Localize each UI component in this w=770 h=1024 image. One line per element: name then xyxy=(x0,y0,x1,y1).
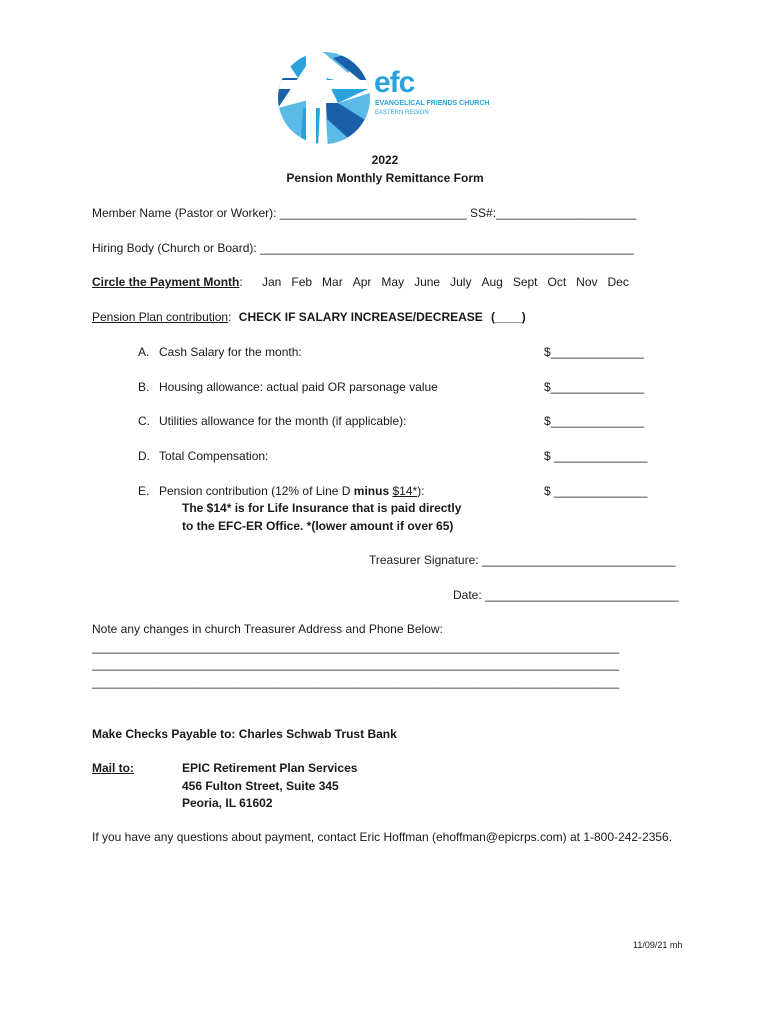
logo-org-name: EVANGELICAL FRIENDS CHURCH xyxy=(375,100,490,107)
logo-region: EASTERN REGION xyxy=(375,110,429,116)
item-e-letter: E. xyxy=(138,484,150,498)
treasurer-signature-line[interactable]: Treasurer Signature: _____________________________ xyxy=(369,553,676,567)
month-july[interactable]: July xyxy=(450,275,472,289)
item-d-amount[interactable]: $ ______________ xyxy=(544,449,648,463)
address-change-line-1[interactable]: _______________________________________________________________________________ xyxy=(92,640,620,654)
item-b-amount[interactable]: $______________ xyxy=(544,380,645,394)
item-e-minus: minus xyxy=(353,484,390,498)
item-a-letter: A. xyxy=(138,345,150,359)
payment-month-row xyxy=(92,275,243,289)
item-e-text-pre: Pension contribution (12% of Line D xyxy=(159,484,354,498)
form-year: 2022 xyxy=(371,153,399,167)
item-e-text xyxy=(159,484,425,498)
address-change-line-2[interactable]: _______________________________________________________________________________ xyxy=(92,657,620,671)
month-nov[interactable]: Nov xyxy=(576,275,598,289)
item-b-text: Housing allowance: actual paid OR parsonage value xyxy=(159,380,438,394)
pension-plan-row xyxy=(92,310,483,324)
payment-month-label: Circle the Payment Month xyxy=(92,275,240,289)
pension-plan-label: Pension Plan contribution xyxy=(92,310,229,324)
month-aug[interactable]: Aug xyxy=(481,275,503,289)
payment-month-colon: : xyxy=(239,275,243,289)
mail-address-line2: 456 Fulton Street, Suite 345 xyxy=(182,779,339,793)
month-oct[interactable]: Oct xyxy=(547,275,567,289)
month-sept[interactable]: Sept xyxy=(512,275,538,289)
item-e-fourteen: $14* xyxy=(392,484,418,498)
month-list xyxy=(262,275,629,289)
efc-logo xyxy=(278,48,518,148)
item-c-amount[interactable]: $______________ xyxy=(544,414,645,428)
item-b-letter: B. xyxy=(138,380,150,394)
item-e-amount[interactable]: $ ______________ xyxy=(544,484,648,498)
insurance-note-line2: to the EFC-ER Office. *(lower amount if over 65) xyxy=(182,519,454,533)
item-a-text: Cash Salary for the month: xyxy=(159,345,302,359)
month-may[interactable]: May xyxy=(381,275,405,289)
hiring-body-line[interactable]: Hiring Body (Church or Board): ________________________________________________________ xyxy=(92,241,634,255)
checks-payable: Make Checks Payable to: Charles Schwab Trust Bank xyxy=(92,727,397,741)
item-e-text-post: ): xyxy=(417,484,425,498)
pension-plan-colon: : xyxy=(228,310,232,324)
mail-address-line1: EPIC Retirement Plan Services xyxy=(182,761,358,775)
month-dec[interactable]: Dec xyxy=(607,275,629,289)
contact-questions: If you have any questions about payment, contact Eric Hoffman (ehoffman@epicrps.com) at 1-800-242-2356. xyxy=(92,830,673,844)
insurance-note-line1: The $14* is for Life Insurance that is paid directly xyxy=(182,501,462,515)
mail-address-line3: Peoria, IL 61602 xyxy=(182,796,273,810)
month-apr[interactable]: Apr xyxy=(352,275,372,289)
address-change-label: Note any changes in church Treasurer Address and Phone Below: xyxy=(92,622,443,636)
mail-to-label: Mail to: xyxy=(92,761,134,775)
date-line[interactable]: Date: _____________________________ xyxy=(453,588,679,602)
item-d-text: Total Compensation: xyxy=(159,449,269,463)
address-change-line-3[interactable]: _______________________________________________________________________________ xyxy=(92,675,620,689)
salary-change-text: CHECK IF SALARY INCREASE/DECREASE xyxy=(238,310,483,324)
item-c-letter: C. xyxy=(138,414,150,428)
month-jan[interactable]: Jan xyxy=(262,275,282,289)
month-june[interactable]: June xyxy=(414,275,441,289)
item-c-text: Utilities allowance for the month (if applicable): xyxy=(159,414,407,428)
footer-revision-code: 11/09/21 mh xyxy=(633,940,683,950)
member-name-ss-line[interactable]: Member Name (Pastor or Worker): ____________________________ SS#:_____________________ xyxy=(92,206,637,220)
form-title: Pension Monthly Remittance Form xyxy=(286,171,484,185)
item-d-letter: D. xyxy=(138,449,150,463)
salary-change-checkbox[interactable]: (____) xyxy=(491,310,526,324)
month-feb[interactable]: Feb xyxy=(291,275,313,289)
month-mar[interactable]: Mar xyxy=(322,275,343,289)
efc-cross-logo-icon xyxy=(278,48,370,148)
logo-wordmark: efc xyxy=(374,66,415,99)
item-a-amount[interactable]: $______________ xyxy=(544,345,645,359)
